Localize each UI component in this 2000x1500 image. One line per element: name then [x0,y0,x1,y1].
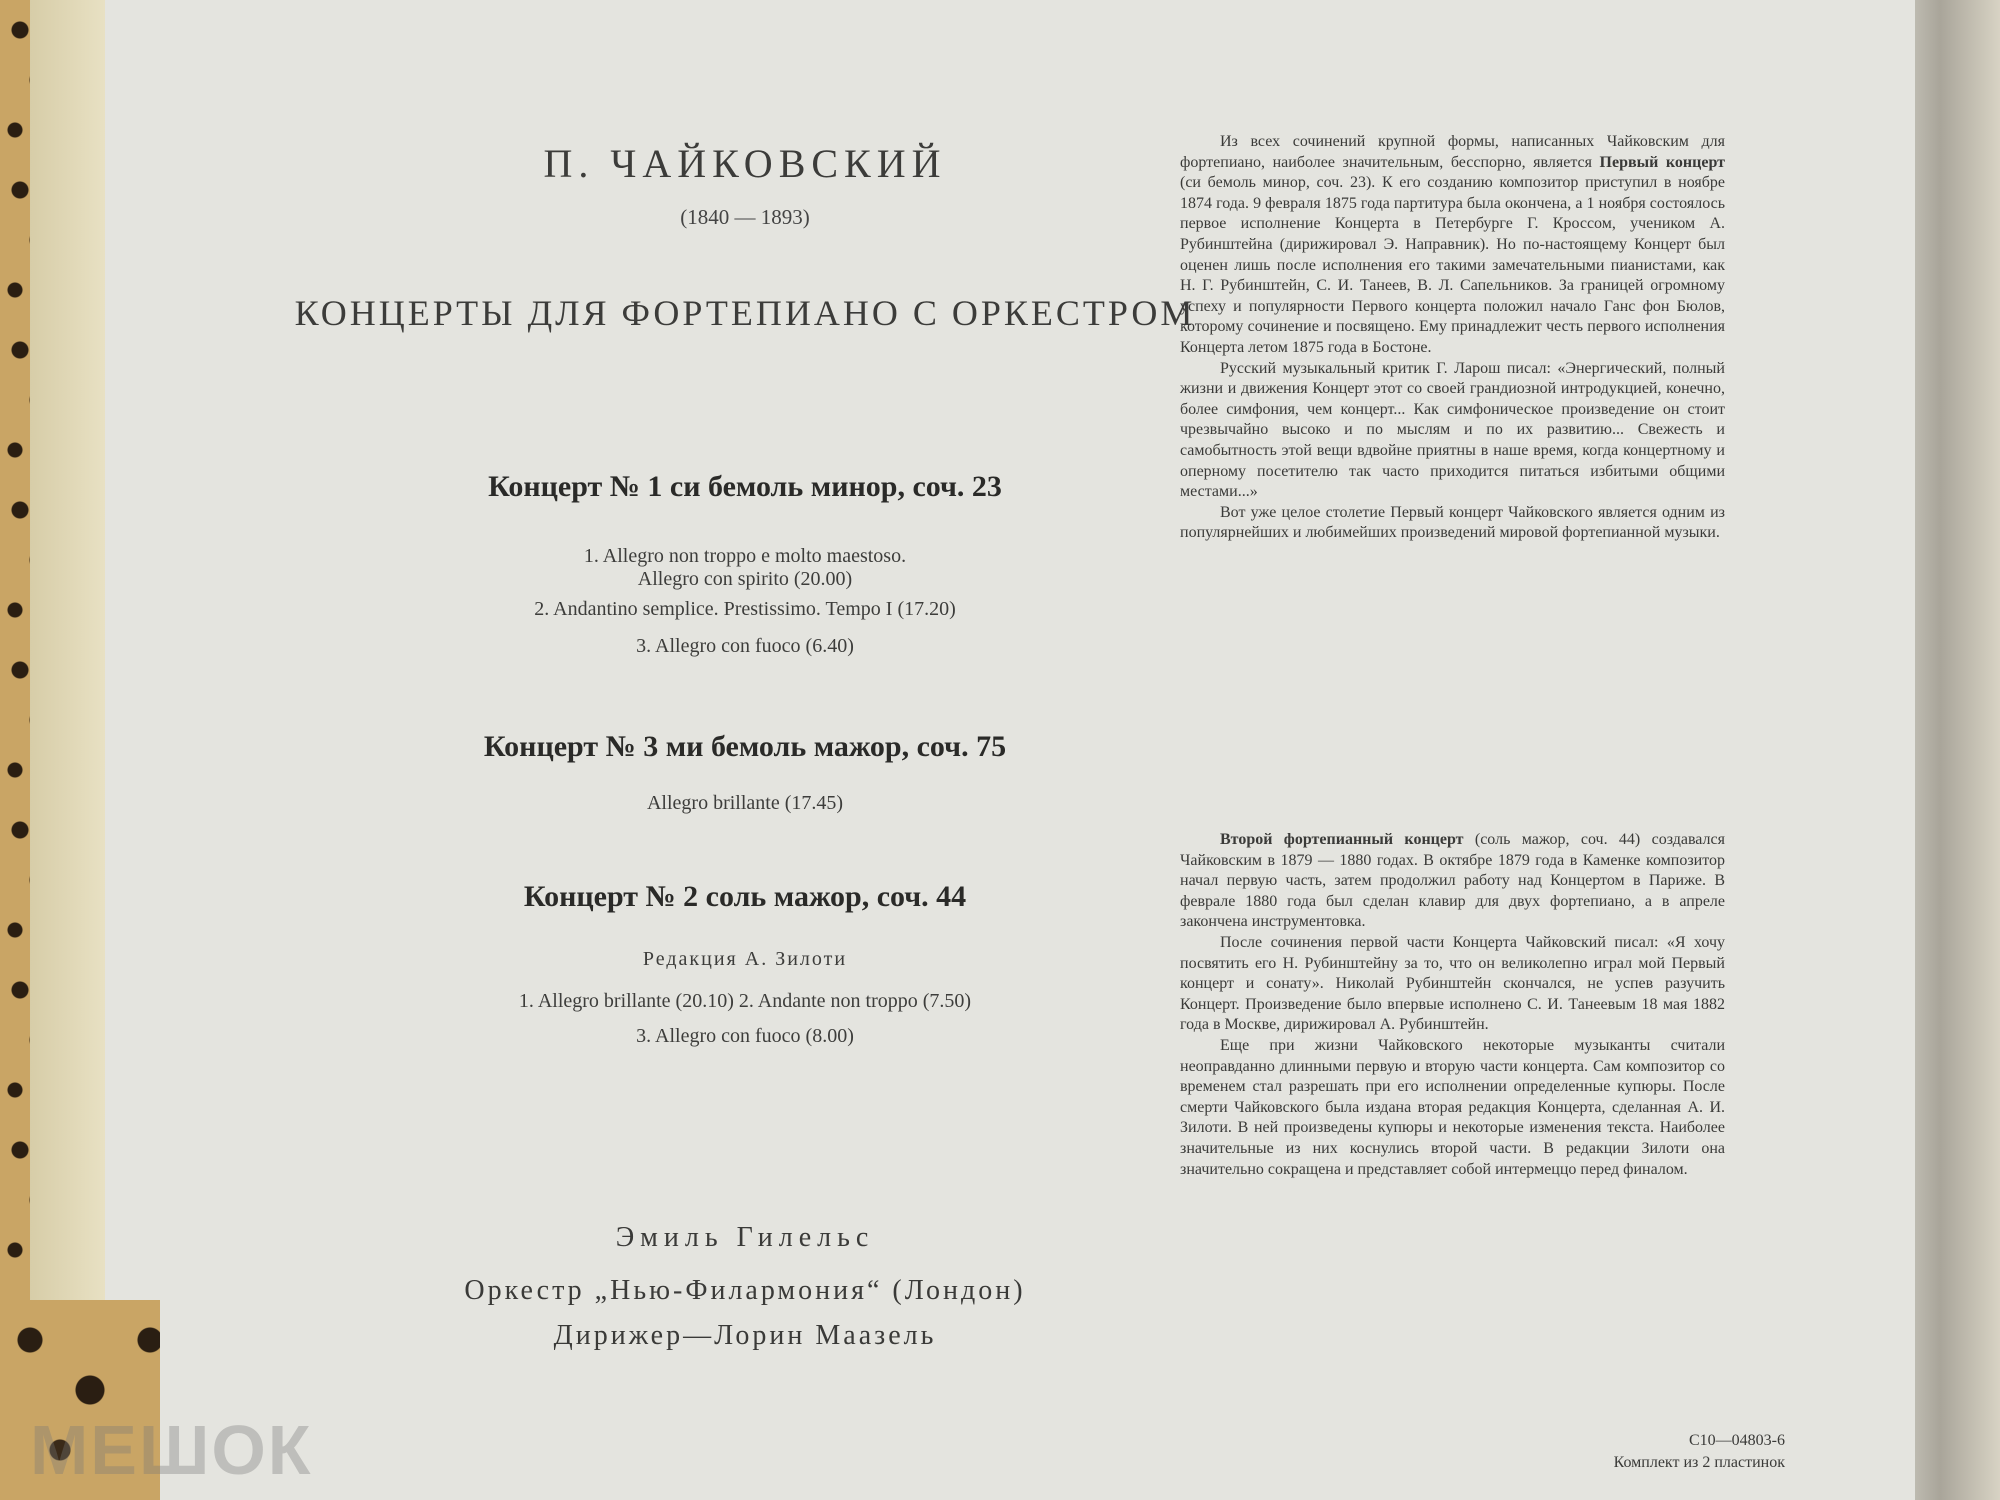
notes-text: (си бемоль минор, соч. 23). К его созданию композитор приступил в ноябре 1874 года. 9 февраля 1875 года партитура была окончена, а 1 ноября состоялось первое исполнение Концерта в Петербурге Г. Кроссом, учеником А. Рубинштейна (дирижировал Э. Направник). Но по-настоящему Концерт был оценен лишь после исполнения его такими замечательными пианистами, как Н. Г. Рубинштейн, С. И. Танеев, В. Л. Сапельников. За границей огромному успеху и популярности Первого концерта положил начало Ганс фон Бюлов, которому сочинение и посвящено. Ему принадлежит честь первого исполнения Концерта летом 1875 года в Бостоне. [1180,174,1725,356]
notes-text: (соль мажор, соч. 44) создавался Чайковским в 1879 — 1880 годах. В октябре 1879 года в Каменке композитор начал первую часть, затем продолжил работу над Концертом в Париже. В феврале 1880 года был сделан клавир для двух фортепиано, а в апреле закончена инструментовка. [1180,831,1725,931]
concerto-1-movement-2: 2. Andantino semplice. Prestissimo. Tempo I (17.20) [534,598,956,620]
record-box-spine [1900,0,2000,1500]
watermark-logo: МЕШОК [30,1411,313,1489]
composer-years: (1840 — 1893) [680,205,810,229]
concerto-2-edition: Редакция А. Зилоти [642,948,848,970]
concerto-2-movement-3: 3. Allegro con fuoco (8.00) [636,1025,854,1047]
album-title: КОНЦЕРТЫ ДЛЯ ФОРТЕПИАНО С ОРКЕСТРОМ [294,293,1196,333]
concerto-1-heading: Концерт № 1 си бемоль минор, соч. 23 [488,470,1002,503]
notes-paragraph [1180,830,1725,933]
pianist: Эмиль Гилельс [615,1222,875,1253]
concerto-3-movement: Allegro brillante (17.45) [646,792,844,814]
concerto-2-movements-1-2: 1. Allegro brillante (20.10) 2. Andante non troppo (7.50) [518,990,972,1012]
concerto-3-heading: Концерт № 3 ми бемоль мажор, соч. 75 [483,730,1007,763]
notes-paragraph [1180,132,1725,359]
concerto-1-movement-3: 3. Allegro con fuoco (6.40) [636,635,854,657]
liner-notes-concerto-1 [1180,132,1725,544]
notes-paragraph: Вот уже целое столетие Первый концерт Чайковского является одним из популярнейших и любимейших произведений мировой фортепианной музыки. [1180,503,1725,542]
composer-name: П. ЧАЙКОВСКИЙ [543,141,947,186]
orchestra: Оркестр „Нью-Филармония“ (Лондон) [464,1275,1026,1306]
concerto-2-heading: Концерт № 2 соль мажор, соч. 44 [523,880,967,913]
set-note: Комплект из 2 пластинок [1613,1454,1785,1471]
concerto-1-movement-1: 1. Allegro non troppo e molto maestoso. [583,545,907,567]
catalog-number: С10—04803-6 [1689,1432,1785,1449]
notes-paragraph: После сочинения первой части Концерта Чайковский писал: «Я хочу посвятить его Н. Рубинштейну за то, что он великолепно играл мой Первый концерт и сонату». Николай Рубинштейн скончался, не успев разучить Концерт. Произведение было впервые исполнено С. И. Танеевым 18 мая 1882 года в Москве, дирижировал А. Рубинштейн. [1180,933,1725,1034]
notes-emphasis: Первый концерт [1599,153,1726,171]
notes-paragraph: Русский музыкальный критик Г. Ларош писал: «Энергический, полный жизни и движения Концерт этот со своей грандиозной интродукцией, конечно, более симфония, чем концерт... Как симфоническое произведение он стоит чрезвычайно высоко и по мыслям и по их развитию... Свежесть и самобытность этой вещи вдвойне приятны в наше время, когда концертному и оперному посетителю так часто приходится питаться избитыми общими местами...» [1180,359,1725,501]
record-insert-page [105,0,1915,1500]
notes-emphasis: Второй фортепианный концерт [1220,831,1464,848]
box-edge [30,0,110,1500]
conductor: Дирижер—Лорин Маазель [553,1320,937,1351]
notes-paragraph: Еще при жизни Чайковского некоторые музыканты считали неоправданно длинными первую и вторую части концерта. Сам композитор со временем стал разрешать при его исполнении определенные купюры. После смерти Чайковского была издана вторая редакция Концерта, сделанная А. И. Зилоти. В ней произведены купюры и некоторые изменения текста. Наиболее значительные из них коснулись второй части. В редакции Зилоти она значительно сокращена и представляет собой интермеццо перед финалом. [1180,1036,1725,1178]
concerto-1-movement-1-cont: Allegro con spirito (20.00) [637,568,853,590]
notes-text: Из всех сочинений крупной формы, написанных Чайковским для фортепиано, наиболее значительным, бесспорно, является [1180,133,1725,171]
liner-notes-concerto-2 [1180,830,1725,1180]
